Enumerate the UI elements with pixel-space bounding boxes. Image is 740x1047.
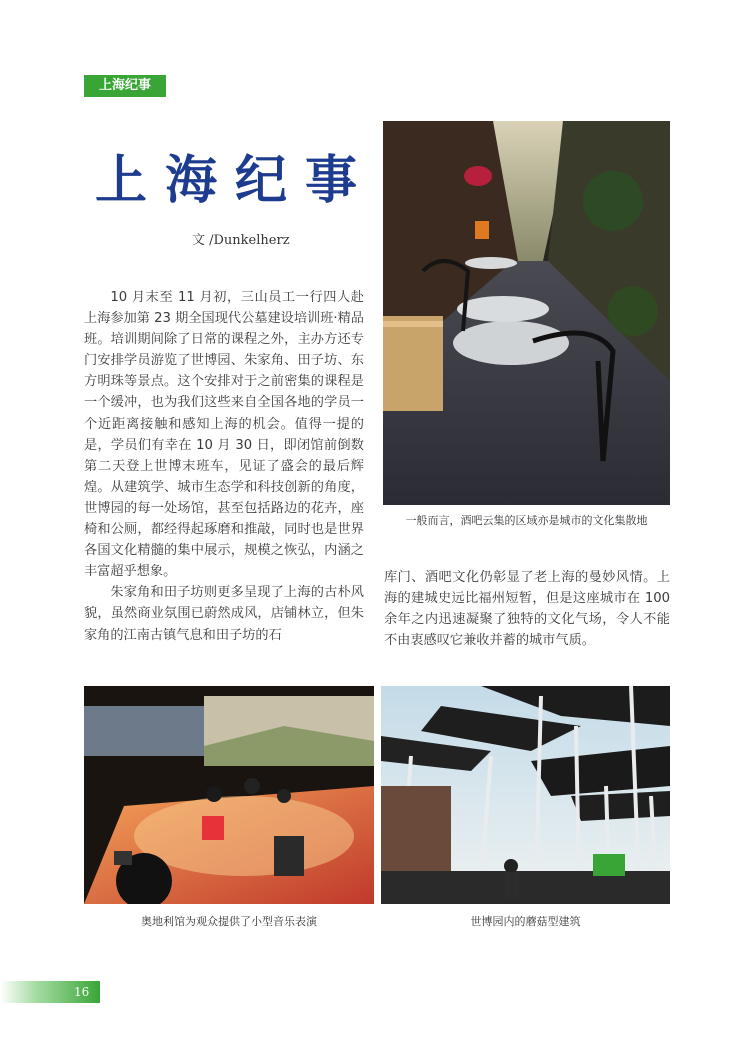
body-text-left-column — [84, 287, 364, 646]
mushroom-architecture-photo — [381, 686, 670, 904]
photo-caption-bottom-left: 奥地利馆为观众提供了小型音乐表演 — [141, 915, 317, 928]
page-number: 16 — [74, 985, 90, 999]
body-text-right-column — [384, 567, 670, 651]
photo-caption-bottom-right: 世博园内的蘑菇型建筑 — [470, 915, 581, 928]
body-paragraph-1: 10 月末至 11 月初，三山员工一行四人赴上海参加第 23 期全国现代公墓建设培训班·精品班。培训期间除了日常的课程之外，主办方还专门安排学员游览了世博园、朱家角、田子坊、东方明珠等景点。这个安排对于之前密集的课程是一个缓冲，也为我们这些来自全国各地的学员一个近距离接触和感知上海的机会。值得一提的是，学员们有幸在 10 月 30 日，即闭馆前倒数第二天登上世博末班车，见证了盛会的最后辉煌。从建筑学、城市生态学和科技创新的角度，世博园的每一处场馆，甚至包括路边的花卉，座椅和公厕，都经得起琢磨和推敲，同时也是世界各国文化精髓的集中展示，规模之恢弘，内涵之丰富超乎想象。 — [84, 290, 364, 580]
author-byline: 文 /Dunkelherz — [192, 233, 290, 248]
austria-pavilion-photo — [84, 686, 374, 904]
photo-caption-top: 一般而言，酒吧云集的区域亦是城市的文化集散地 — [405, 514, 648, 527]
section-tag: 上海纪事 — [84, 75, 166, 97]
alley-cafe-photo — [383, 121, 670, 505]
body-paragraph-2: 朱家角和田子坊则更多呈现了上海的古朴风貌，虽然商业氛围已蔚然成风，店铺林立，但朱家角的江南古镇气息和田子坊的石 — [84, 585, 364, 643]
body-paragraph-3: 库门、酒吧文化仍彰显了老上海的曼妙风情。上海的建城史远比福州短暂，但是这座城市在 100 余年之内迅速凝聚了独特的文化气场，令人不能不由衷感叹它兼收并蓄的城市气质。 — [384, 570, 670, 649]
page-title: 上海纪事 — [95, 151, 376, 211]
